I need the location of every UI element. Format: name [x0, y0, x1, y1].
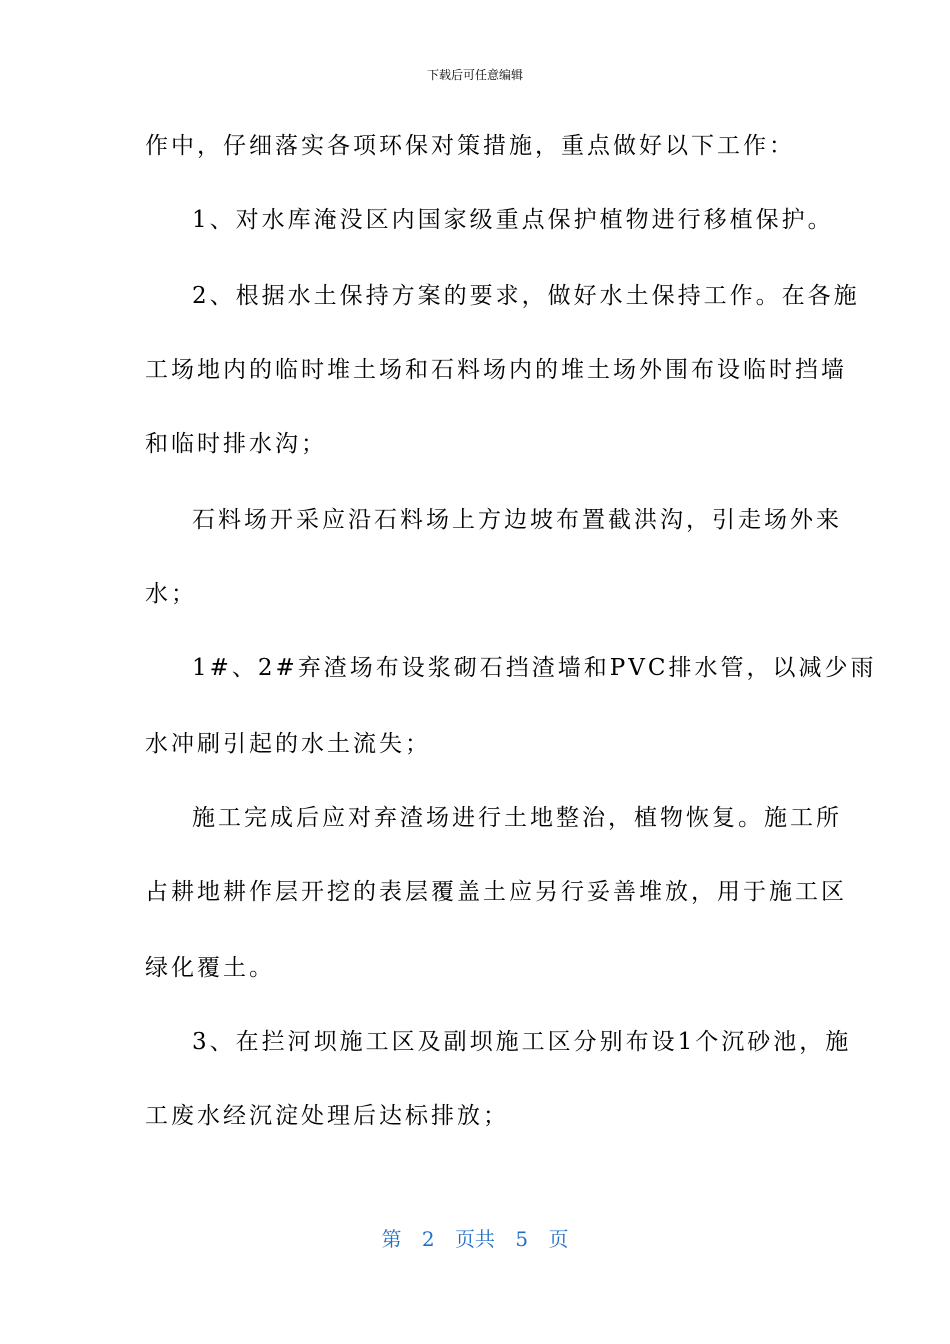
body-line: 和临时排水沟； [145, 431, 327, 457]
body-line: 3、在拦河坝施工区及副坝施工区分别布设1个沉砂池，施 [192, 1029, 852, 1055]
current-page-number: 2 [421, 1227, 435, 1251]
body-line: 工废水经沉淀处理后达标排放； [145, 1103, 509, 1129]
page-suffix: 页 [548, 1227, 569, 1251]
body-line: 作中，仔细落实各项环保对策措施，重点做好以下工作： [145, 133, 795, 159]
body-line: 水； [145, 581, 197, 607]
page-prefix: 第 [381, 1227, 402, 1251]
body-line: 石料场开采应沿石料场上方边坡布置截洪沟，引走场外来 [192, 507, 842, 533]
header-note: 下载后可任意编辑 [426, 68, 523, 82]
body-line: 1、对水库淹没区内国家级重点保护植物进行移植保护。 [192, 207, 834, 233]
total-pages-number: 5 [515, 1227, 529, 1251]
body-line: 2、根据水土保持方案的要求，做好水土保持工作。在各施 [192, 283, 860, 309]
body-line: 工场地内的临时堆土场和石料场内的堆土场外围布设临时挡墙 [145, 357, 847, 383]
body-line: 水冲刷引起的水土流失； [145, 731, 431, 757]
body-line: 施工完成后应对弃渣场进行土地整治，植物恢复。施工所 [192, 805, 842, 831]
body-line: 1#、2#弃渣场布设浆砌石挡渣墙和PVC排水管，以减少雨 [192, 655, 877, 681]
body-line: 占耕地耕作层开挖的表层覆盖土应另行妥善堆放，用于施工区 [145, 879, 847, 905]
page-middle-text: 页共 [455, 1227, 495, 1251]
body-line: 绿化覆土。 [145, 955, 275, 981]
page-number-footer [0, 1226, 950, 1252]
